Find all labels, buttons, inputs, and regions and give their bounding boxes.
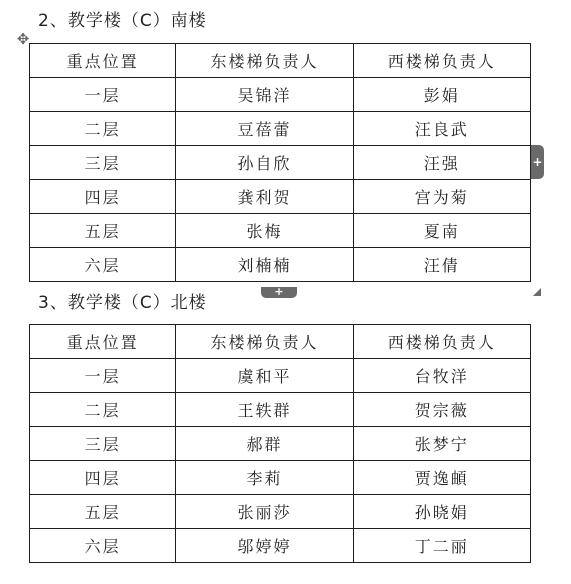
floor-cell[interactable]: 五层	[30, 495, 176, 529]
table-row	[30, 461, 531, 495]
table-row	[30, 180, 531, 214]
header-cell-location[interactable]: 重点位置	[30, 325, 176, 359]
east-stair-cell[interactable]: 张梅	[176, 214, 353, 248]
east-stair-cell[interactable]: 吴锦洋	[176, 78, 353, 112]
floor-cell[interactable]: 一层	[30, 78, 176, 112]
table-row	[30, 359, 531, 393]
table-row	[30, 248, 531, 282]
east-stair-cell[interactable]: 王轶群	[176, 393, 353, 427]
floor-cell[interactable]: 四层	[30, 180, 176, 214]
table-header-row	[30, 44, 531, 78]
header-cell-east-stair[interactable]: 东楼梯负责人	[176, 325, 353, 359]
west-stair-cell[interactable]: 彭娟	[353, 78, 530, 112]
table-row	[30, 393, 531, 427]
table-row	[30, 214, 531, 248]
west-stair-cell[interactable]: 丁二丽	[353, 529, 530, 563]
west-stair-cell[interactable]: 台牧洋	[353, 359, 530, 393]
west-stair-cell[interactable]: 汪倩	[353, 248, 530, 282]
header-cell-west-stair[interactable]: 西楼梯负责人	[353, 325, 530, 359]
floor-cell[interactable]: 六层	[30, 529, 176, 563]
floor-cell[interactable]: 四层	[30, 461, 176, 495]
north-building-table	[29, 324, 531, 563]
east-stair-cell[interactable]: 张丽莎	[176, 495, 353, 529]
east-stair-cell[interactable]: 刘楠楠	[176, 248, 353, 282]
table-move-handle-icon[interactable]: ✥	[16, 30, 30, 48]
east-stair-cell[interactable]: 李莉	[176, 461, 353, 495]
east-stair-cell[interactable]: 虞和平	[176, 359, 353, 393]
header-cell-east-stair[interactable]: 东楼梯负责人	[176, 44, 353, 78]
floor-cell[interactable]: 二层	[30, 112, 176, 146]
east-stair-cell[interactable]: 龚利贺	[176, 180, 353, 214]
floor-cell[interactable]: 二层	[30, 393, 176, 427]
table-row	[30, 427, 531, 461]
west-stair-cell[interactable]: 汪强	[353, 146, 530, 180]
east-stair-cell[interactable]: 孙自欣	[176, 146, 353, 180]
east-stair-cell[interactable]: 邬婷婷	[176, 529, 353, 563]
header-cell-location[interactable]: 重点位置	[30, 44, 176, 78]
floor-cell[interactable]: 一层	[30, 359, 176, 393]
table-row	[30, 112, 531, 146]
table-row	[30, 78, 531, 112]
east-stair-cell[interactable]: 豆蓓蕾	[176, 112, 353, 146]
table-row	[30, 529, 531, 563]
section-heading-south: 2、教学楼（C）南楼	[38, 11, 207, 31]
east-stair-cell[interactable]: 郝群	[176, 427, 353, 461]
add-column-plus-icon[interactable]: +	[531, 145, 544, 179]
west-stair-cell[interactable]: 宫为菊	[353, 180, 530, 214]
floor-cell[interactable]: 五层	[30, 214, 176, 248]
table-row	[30, 495, 531, 529]
floor-cell[interactable]: 三层	[30, 146, 176, 180]
table-header-row	[30, 325, 531, 359]
section-heading-north: 3、教学楼（C）北楼	[38, 293, 207, 313]
west-stair-cell[interactable]: 贾逸頔	[353, 461, 530, 495]
south-building-table	[29, 43, 531, 282]
table-row	[30, 146, 531, 180]
floor-cell[interactable]: 六层	[30, 248, 176, 282]
west-stair-cell[interactable]: 张梦宁	[353, 427, 530, 461]
header-cell-west-stair[interactable]: 西楼梯负责人	[353, 44, 530, 78]
resize-corner-icon[interactable]	[533, 288, 541, 296]
west-stair-cell[interactable]: 贺宗薇	[353, 393, 530, 427]
west-stair-cell[interactable]: 孙晓娟	[353, 495, 530, 529]
add-row-plus-icon[interactable]: +	[261, 287, 297, 298]
floor-cell[interactable]: 三层	[30, 427, 176, 461]
west-stair-cell[interactable]: 夏南	[353, 214, 530, 248]
west-stair-cell[interactable]: 汪良武	[353, 112, 530, 146]
